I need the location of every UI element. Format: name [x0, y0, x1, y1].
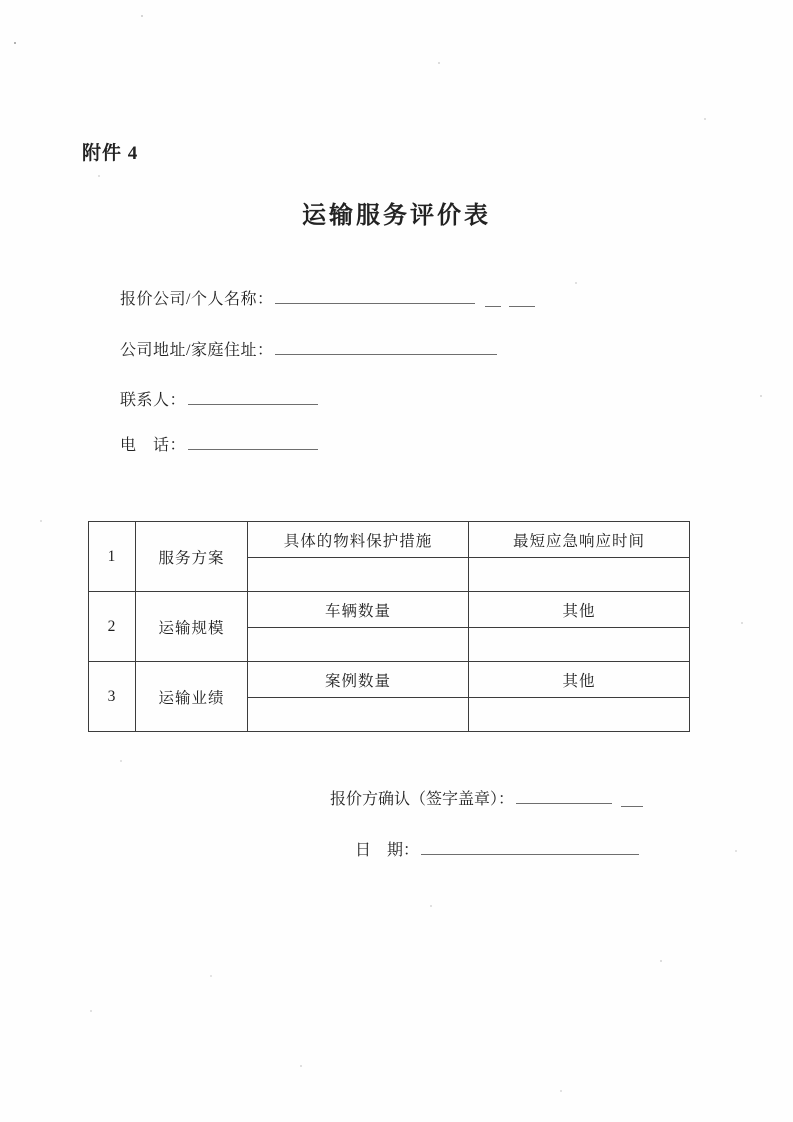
row-category: 运输规模	[136, 592, 248, 662]
blank-cell	[469, 628, 690, 662]
scan-noise	[0, 0, 2, 2]
table-row	[89, 592, 690, 628]
row-number: 3	[89, 662, 136, 732]
field-company-address	[120, 337, 497, 360]
field-company-address-label: 公司地址/家庭住址：	[120, 342, 274, 359]
blank-line	[275, 338, 497, 355]
row-number: 1	[89, 522, 136, 592]
blank-cell	[469, 698, 690, 732]
blank-line	[188, 388, 318, 405]
table-row	[89, 662, 690, 698]
row-category: 服务方案	[136, 522, 248, 592]
blank-cell	[248, 628, 469, 662]
field-phone	[120, 432, 318, 455]
blank-cell	[469, 558, 690, 592]
blank-line	[509, 290, 535, 307]
blank-line	[275, 287, 475, 304]
signature-confirm-line	[330, 786, 643, 809]
field-contact-person-label: 联系人：	[120, 392, 187, 409]
evaluation-table	[88, 521, 690, 732]
field-company-name-label: 报价公司/个人名称：	[120, 291, 274, 308]
field-phone-label: 电 话：	[120, 437, 187, 454]
sub-header-left: 具体的物料保护措施	[248, 522, 469, 558]
blank-line	[621, 790, 643, 807]
field-company-name	[120, 286, 535, 309]
signature-date-line	[355, 837, 639, 860]
form-title: 运输服务评价表	[302, 203, 491, 229]
blank-line	[421, 838, 639, 855]
table-row	[89, 522, 690, 558]
blank-cell	[248, 698, 469, 732]
attachment-label: 附件 4	[82, 143, 139, 164]
signature-confirm-label: 报价方确认（签字盖章）：	[330, 791, 515, 808]
sub-header-right: 其他	[469, 592, 690, 628]
row-category: 运输业绩	[136, 662, 248, 732]
blank-line	[516, 787, 612, 804]
sub-header-left: 车辆数量	[248, 592, 469, 628]
sub-header-left: 案例数量	[248, 662, 469, 698]
field-contact-person	[120, 387, 318, 410]
sub-header-right: 最短应急响应时间	[469, 522, 690, 558]
blank-cell	[248, 558, 469, 592]
blank-line	[188, 433, 318, 450]
blank-line	[485, 290, 501, 307]
signature-date-label: 日 期：	[355, 842, 420, 859]
row-number: 2	[89, 592, 136, 662]
sub-header-right: 其他	[469, 662, 690, 698]
